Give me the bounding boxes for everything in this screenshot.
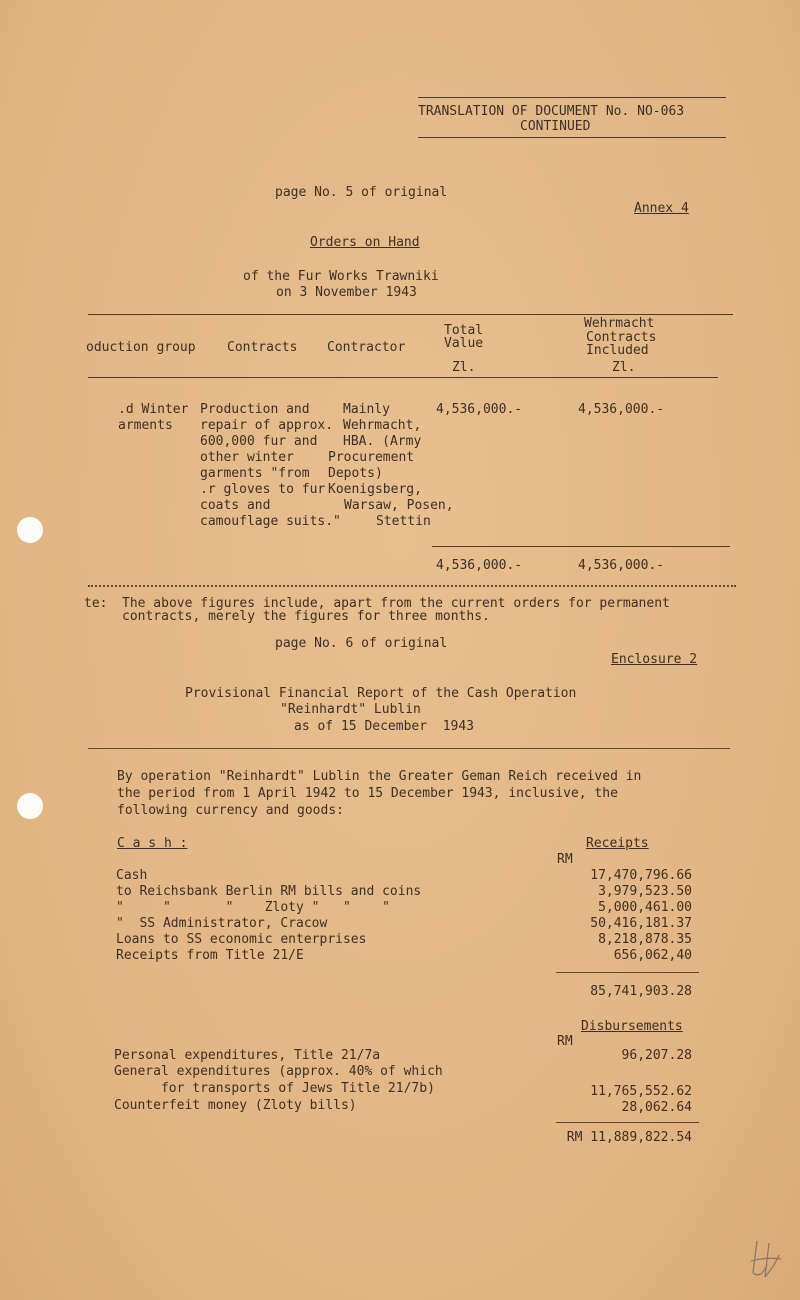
receipt-value-5: 656,062,40	[613, 948, 692, 963]
handwritten-initials-mark	[745, 1235, 785, 1285]
col-header-total: Total	[444, 323, 484, 338]
receipt-label-2: " " " Zloty " " "	[116, 900, 390, 915]
col-header-contractor: Contractor	[327, 340, 406, 355]
intro-line-1: By operation "Reinhardt" Lublin the Greater Geman Reich received in	[117, 769, 642, 784]
row-total-value: 4,536,000.-	[436, 402, 523, 417]
disbursements-sum-rule	[556, 1122, 699, 1123]
punch-hole-upper	[17, 517, 43, 543]
disbursement-label-2: for transports of Jews Title 21/7b)	[114, 1081, 435, 1096]
col-header-wehrmacht-unit: Zl.	[612, 360, 636, 375]
row-contracts-line-7: coats and	[200, 498, 271, 513]
sum-total-value: 4,536,000.-	[436, 558, 523, 573]
annex-label: Annex 4	[634, 201, 689, 216]
orders-title: Orders on Hand	[310, 235, 420, 250]
row-contracts-line-6: .r gloves to fur	[200, 482, 326, 497]
orders-subtitle-1: of the Fur Works Trawniki	[243, 269, 439, 284]
row-contracts-line-4: other winter	[200, 450, 294, 465]
receipts-rm-label: RM	[557, 852, 573, 867]
dotted-separator	[88, 585, 736, 587]
orders-subtitle-2: on 3 November 1943	[276, 285, 417, 300]
row-contractor-line-1: Mainly	[343, 402, 390, 417]
row-contracts-line-1: Production and	[200, 402, 310, 417]
punch-hole-lower	[17, 793, 43, 819]
intro-line-3: following currency and goods:	[117, 803, 344, 818]
row-contracts-line-8: camouflage suits."	[200, 514, 341, 529]
row-wehrmacht-value: 4,536,000.-	[578, 402, 665, 417]
receipts-sum-rule	[556, 972, 699, 973]
receipt-value-3: 50,416,181.37	[590, 916, 692, 931]
col-header-value: Value	[444, 336, 484, 351]
page6-reference: page No. 6 of original	[275, 636, 448, 651]
row-contracts-line-3: 600,000 fur and	[200, 434, 318, 449]
receipt-value-0: 17,470,796.66	[590, 868, 692, 883]
report-title-2: "Reinhardt" Lublin	[280, 702, 421, 717]
receipts-total: 85,741,903.28	[590, 984, 692, 999]
page5-reference: page No. 5 of original	[275, 185, 448, 200]
col-header-contracts2: Contracts	[586, 330, 657, 345]
note-label: te:	[84, 596, 108, 611]
receipt-label-4: Loans to SS economic enterprises	[116, 932, 367, 947]
row-contractor-line-8: Stettin	[376, 514, 431, 529]
disbursements-total: RM 11,889,822.54	[566, 1130, 692, 1145]
header-rule-top	[418, 97, 726, 98]
table-rule-header	[88, 377, 718, 378]
note-line-1: The above figures include, apart from the current orders for permanent	[122, 596, 670, 611]
table-rule-top	[88, 314, 733, 315]
col-header-production-group: oduction group	[86, 340, 196, 355]
report-title-1: Provisional Financial Report of the Cash Operation	[185, 686, 577, 701]
receipt-label-3: " SS Administrator, Cracow	[116, 916, 328, 931]
row-contracts-line-5: garments "from	[200, 466, 310, 481]
receipt-value-4: 8,218,878.35	[598, 932, 692, 947]
receipt-label-0: Cash	[116, 868, 148, 883]
col-header-included: Included	[586, 343, 649, 358]
enclosure-label: Enclosure 2	[611, 652, 698, 667]
row-group-line-1: .d Winter	[118, 402, 189, 417]
report-title-3: as of 15 December 1943	[294, 719, 475, 734]
row-contractor-line-4: Procurement	[328, 450, 415, 465]
intro-line-2: the period from 1 April 1942 to 15 December 1943, inclusive, the	[117, 786, 618, 801]
row-contractor-line-3: HBA. (Army	[343, 434, 422, 449]
disbursement-label-1: General expenditures (approx. 40% of which	[114, 1064, 443, 1079]
receipt-value-2: 5,000,461.00	[598, 900, 692, 915]
translation-header: TRANSLATION OF DOCUMENT No. NO-063	[418, 104, 685, 119]
report-rule	[88, 748, 730, 749]
cash-heading: C a s h :	[117, 836, 188, 851]
header-rule-bottom	[418, 137, 726, 138]
disbursement-label-0: Personal expenditures, Title 21/7a	[114, 1048, 381, 1063]
sum-wehrmacht-value: 4,536,000.-	[578, 558, 665, 573]
receipts-heading: Receipts	[586, 836, 649, 851]
table-rule-sum	[432, 546, 730, 547]
continued-label: CONTINUED	[520, 119, 591, 134]
col-header-wehrmacht: Wehrmacht	[584, 316, 655, 331]
disbursement-value-2: 11,765,552.62	[590, 1084, 692, 1099]
disbursements-rm-label: RM	[557, 1034, 573, 1049]
receipt-label-5: Receipts from Title 21/E	[116, 948, 304, 963]
row-contractor-line-2: Wehrmacht,	[343, 418, 422, 433]
disbursement-label-3: Counterfeit money (Zloty bills)	[114, 1098, 357, 1113]
row-group-line-2: arments	[118, 418, 173, 433]
receipt-label-1: to Reichsbank Berlin RM bills and coins	[116, 884, 422, 899]
row-contracts-line-2: repair of approx.	[200, 418, 334, 433]
col-header-total-unit: Zl.	[452, 360, 476, 375]
row-contractor-line-7: Warsaw, Posen,	[344, 498, 454, 513]
row-contractor-line-6: Koenigsberg,	[328, 482, 422, 497]
note-line-2: contracts, merely the figures for three months.	[122, 609, 490, 624]
disbursement-value-3: 28,062.64	[621, 1100, 692, 1115]
receipt-value-1: 3,979,523.50	[598, 884, 692, 899]
disbursements-heading: Disbursements	[581, 1019, 683, 1034]
disbursement-value-0: 96,207.28	[621, 1048, 692, 1063]
row-contractor-line-5: Depots)	[328, 466, 383, 481]
col-header-contracts: Contracts	[227, 340, 298, 355]
